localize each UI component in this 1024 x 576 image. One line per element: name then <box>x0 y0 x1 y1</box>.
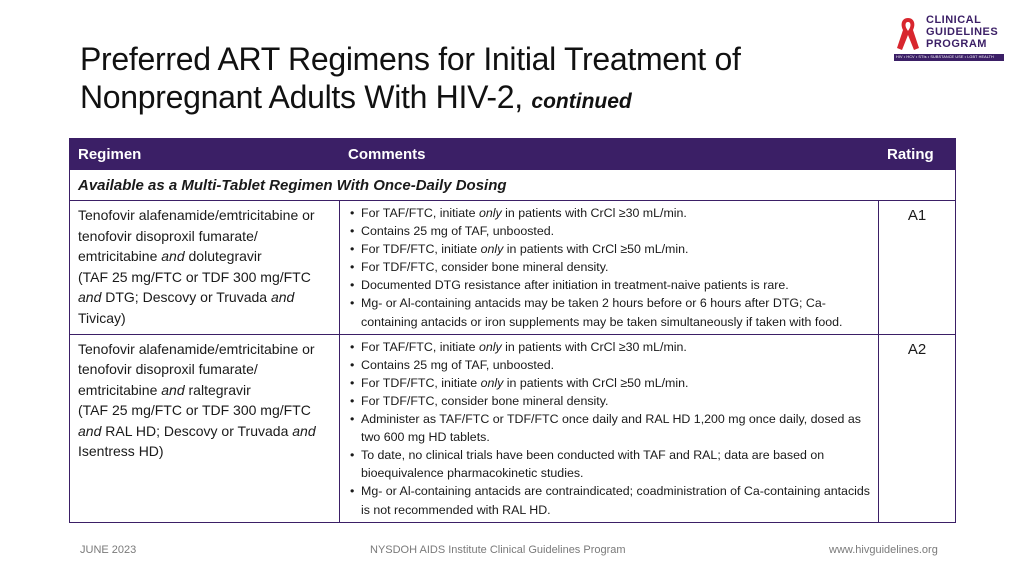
section-row <box>70 170 956 201</box>
comment-item <box>350 294 872 330</box>
comment-item <box>350 410 872 446</box>
title-continued: continued <box>531 90 632 113</box>
text-run: For TDF/FTC, initiate <box>361 242 481 257</box>
logo-text-line1: CLINICAL <box>926 14 982 26</box>
awareness-ribbon-icon <box>894 16 922 52</box>
logo-tagline: HIV • HCV • STIs • SUBSTANCE USE • LGBT HEALTH <box>894 54 1004 61</box>
section-label: Available as a Multi-Tablet Regimen With Once-Daily Dosing <box>70 170 956 201</box>
comment-item <box>350 446 872 482</box>
footer-url: www.hivguidelines.org <box>829 544 938 556</box>
text-run: Documented DTG resistance after initiation in treatment-naive patients is rare. <box>361 278 789 293</box>
text-run: Tenofovir alafenamide/emtricitabine or tenofovir disoproxil fumarate/ emtricitabine <box>78 340 315 398</box>
comments-list <box>350 204 872 331</box>
text-run: Contains 25 mg of TAF, unboosted. <box>361 357 555 372</box>
comment-item <box>350 338 872 356</box>
comment-item <box>350 222 872 240</box>
emphasis-text: and <box>161 248 185 264</box>
rating-cell: A1 <box>879 201 956 335</box>
comment-item <box>350 482 872 518</box>
emphasis-text: only <box>480 375 504 390</box>
comment-item <box>350 392 872 410</box>
text-run: in patients with CrCl ≥30 mL/min. <box>501 206 687 220</box>
footer-date: JUNE 2023 <box>80 544 137 556</box>
logo-text-line2: GUIDELINES <box>926 26 999 38</box>
text-run: DTG; Descovy or Truvada <box>101 289 271 305</box>
emphasis-text: only <box>480 242 504 257</box>
emphasis-text: and <box>78 422 102 439</box>
emphasis-text: and <box>78 289 102 305</box>
header-rating: Rating <box>879 139 956 170</box>
text-run: For TAF/FTC, initiate <box>361 206 479 220</box>
table-row <box>70 334 956 522</box>
logo-text-line3: PROGRAM <box>926 38 987 50</box>
comments-list <box>350 338 872 519</box>
text-run: Administer as TAF/FTC or TDF/FTC once daily and RAL HD 1,200 mg once daily, dosed as two 600 mg HD tablets. <box>361 412 861 445</box>
comments-cell <box>340 201 879 335</box>
comment-item <box>350 374 872 392</box>
footer-org: NYSDOH AIDS Institute Clinical Guidelines Program <box>370 544 626 556</box>
text-run: Tivicay) <box>78 309 126 326</box>
text-run: (TAF 25 mg/FTC or TDF 300 mg/FTC <box>78 268 311 285</box>
emphasis-text: only <box>478 339 502 354</box>
text-run: Contains 25 mg of TAF, unboosted. <box>361 224 555 239</box>
text-run: For TDF/FTC, consider bone mineral density. <box>361 260 609 275</box>
table-row <box>70 201 956 335</box>
rating-cell: A2 <box>879 334 956 522</box>
regimen-cell <box>70 334 340 522</box>
text-run: RAL HD; Descovy or Truvada <box>101 422 293 439</box>
comment-item <box>350 204 872 222</box>
header-regimen: Regimen <box>70 139 340 170</box>
emphasis-text: only <box>478 206 502 220</box>
comment-item <box>350 276 872 294</box>
text-run: For TDF/FTC, consider bone mineral density. <box>361 393 609 408</box>
text-run: dolutegravir <box>184 248 262 264</box>
text-run: in patients with CrCl ≥30 mL/min. <box>501 339 687 354</box>
emphasis-text: and <box>292 422 316 439</box>
header-comments: Comments <box>340 139 879 170</box>
text-run: in patients with CrCl ≥50 mL/min. <box>503 375 689 390</box>
comment-item <box>350 240 872 258</box>
clinical-guidelines-logo <box>890 14 1010 64</box>
text-run: To date, no clinical trials have been conducted with TAF and RAL; data are based on bioequivalence pharmacokinetic studies. <box>361 448 825 481</box>
text-run: For TDF/FTC, initiate <box>361 375 481 390</box>
text-run: For TAF/FTC, initiate <box>361 339 479 354</box>
comments-cell <box>340 334 879 522</box>
emphasis-text: and <box>270 289 295 305</box>
comment-item <box>350 258 872 276</box>
text-run: Isentress HD) <box>78 443 164 460</box>
emphasis-text: and <box>161 381 185 398</box>
text-run: Mg- or Al-containing antacids are contraindicated; coadministration of Ca-containing antacids is not recommended with RAL HD. <box>361 484 870 517</box>
regimens-table <box>69 138 956 523</box>
text-run: Tenofovir alafenamide/emtricitabine or tenofovir disoproxil fumarate/ emtricitabine <box>78 207 315 264</box>
regimen-cell <box>70 201 340 335</box>
text-run: (TAF 25 mg/FTC or TDF 300 mg/FTC <box>78 402 311 419</box>
table-header-row <box>70 139 956 170</box>
slide-title <box>80 40 880 121</box>
text-run: Mg- or Al-containing antacids may be taken 2 hours before or 6 hours after DTG; Ca-containing antacids or iron supplements may be taken simultaneously if taken with food. <box>361 296 843 329</box>
text-run: in patients with CrCl ≥50 mL/min. <box>503 242 689 257</box>
comment-item <box>350 356 872 374</box>
text-run: raltegravir <box>184 381 251 398</box>
title-main: Preferred ART Regimens for Initial Treatment of Nonpregnant Adults With HIV-2, <box>80 41 741 115</box>
